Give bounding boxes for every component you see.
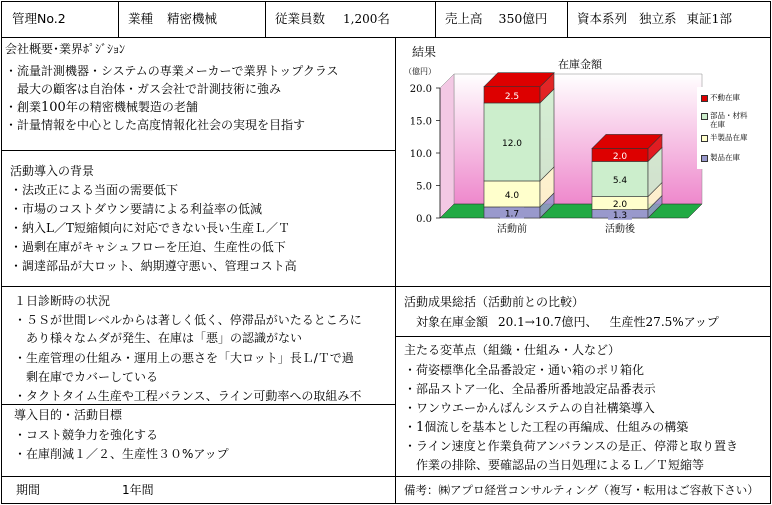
legend-label-3: 半製品在庫 xyxy=(710,133,748,142)
legend-swatch-2 xyxy=(701,113,708,120)
objective-item-2: ・在庫削減１／２、生産性３０%アップ xyxy=(14,447,229,461)
overview-item-3-a: ・創業 xyxy=(5,100,42,114)
capital-value-section: 部 xyxy=(719,11,733,26)
data-label: 5.4 xyxy=(612,176,628,186)
background-item-4: ・過剰在庫がキャシュフローを圧迫、生産性の低下 xyxy=(10,240,286,254)
header-sep-2 xyxy=(265,1,266,37)
changes-item-4-num: 1 xyxy=(416,420,425,435)
management-no-value: 2 xyxy=(57,11,66,26)
background-item-3-a: ・納入 xyxy=(10,221,47,235)
capital-value-type: 独立系 xyxy=(639,11,677,26)
capital xyxy=(577,0,732,37)
y-tick-label: 0.0 xyxy=(416,214,432,225)
background-item-3-b: 短縮傾向に対応できない長い生産Ｌ／Ｔ xyxy=(74,221,291,235)
chart-floor xyxy=(440,204,702,218)
overview-item-2: 最大の顧客は自治体・ガス会社で計測技術に強み xyxy=(5,82,282,96)
sales-label: 売上高 xyxy=(445,11,483,26)
employees-value: 1,200 xyxy=(343,12,378,26)
divider-row-2 xyxy=(1,286,771,287)
diagnosis-item-5: ・タクトタイム生産や工程バランス、ライン可動率への取組み不 xyxy=(14,389,362,403)
overview-item-1: ・流量計測機器・システムの専業メーカーで業界トップクラス xyxy=(5,64,339,78)
sales-value: 350 xyxy=(498,11,523,26)
background-item-1: ・法改正による当面の需要低下 xyxy=(10,183,179,197)
data-label: 12.0 xyxy=(501,138,523,149)
remarks xyxy=(404,481,759,499)
header-sep-1 xyxy=(118,1,119,37)
summary-e: 27.5% xyxy=(645,315,684,329)
diagnosis-item-1: ・５Ｓが世間レベルからは著しく低く、停滞品がいたるところに xyxy=(14,313,362,327)
industry-label: 業種 xyxy=(128,11,154,26)
industry xyxy=(128,0,217,37)
legend-swatch-3 xyxy=(701,135,708,142)
background-item-2: ・市場のコストダウン要請による利益率の低減 xyxy=(10,202,263,216)
changes-item-6: 作業の排除、要確認品の当日処理によるＬ／Ｔ短縮等 xyxy=(404,458,705,472)
background-item-3-lt: L／T xyxy=(46,221,74,235)
remarks-label: 備考： xyxy=(404,483,439,497)
overview-title: 会社概要･業界ﾎﾟｼﾞｼｮﾝ xyxy=(5,42,126,56)
data-label: 1.7 xyxy=(504,209,520,220)
changes-item-5: ・ライン速度と作業負荷アンバランスの是正、停滞と取り置き xyxy=(404,439,738,453)
y-tick-label: 15.0 xyxy=(409,116,432,128)
summary-line xyxy=(416,313,719,331)
legend-label-4: 製品在庫 xyxy=(710,153,740,162)
data-label: 1.3 xyxy=(612,210,628,221)
summary-c: 億円、 xyxy=(561,315,598,329)
industry-value: 精密機械 xyxy=(167,11,218,26)
x-tick-label: 活動後 xyxy=(605,224,635,235)
changes-item-3: ・ワンウエーかんばんシステムの自社構築導入 xyxy=(404,401,655,415)
sales-unit: 億円 xyxy=(522,11,548,26)
legend-swatch-4 xyxy=(701,155,708,162)
header-sep-4 xyxy=(567,1,568,37)
background-item-5: ・調達部品が大ロット、納期遵守悪い、管理コスト高 xyxy=(10,259,297,273)
changes-item-4-a: ・ xyxy=(404,420,417,434)
overview-item-4: ・計量情報を中心とした高度情報化社会の実現を目指す xyxy=(5,118,306,132)
data-label: 2.0 xyxy=(612,151,628,162)
diagnosis-item-2: あり様々なムダが発生、在庫は「悪」の認識がない xyxy=(14,331,303,345)
changes-title: 主たる変革点（組織・仕組み・人など） xyxy=(404,343,621,357)
sales xyxy=(445,0,547,37)
employees-unit: 名 xyxy=(377,11,390,26)
x-tick-label: 活動前 xyxy=(497,224,527,235)
capital-label: 資本系列 xyxy=(577,11,628,26)
data-label: 4.0 xyxy=(504,190,520,201)
y-tick-label: 5.0 xyxy=(416,181,432,193)
capital-value-section-no: 1 xyxy=(711,11,720,26)
management-no-label: 管理No. xyxy=(12,11,58,26)
remarks-value: ㈱アプロ経営コンサルティング（複写・転用はご容赦下さい） xyxy=(438,483,759,497)
changes-item-2: ・部品ストア一化、全品番所番地設定品番表示 xyxy=(404,382,656,396)
management-no xyxy=(12,0,66,37)
changes-item-4 xyxy=(404,418,688,437)
header-sep-3 xyxy=(435,1,436,37)
changes-item-1: ・荷姿標準化全品番設定・通い箱のポリ箱化 xyxy=(404,363,645,377)
data-label: 2.5 xyxy=(504,91,520,102)
objective-item-1: ・コスト競争力を強化する xyxy=(14,428,159,442)
objective-title: 導入目的・活動目標 xyxy=(14,408,123,422)
chart-legend xyxy=(697,87,761,169)
background-item-3 xyxy=(10,219,290,237)
diagnosis-title: １日診断時の状況 xyxy=(14,294,111,308)
results-title: 結果 xyxy=(412,45,437,59)
footer-divider xyxy=(1,476,771,477)
legend-label-1: 不動在庫 xyxy=(710,93,740,102)
diagnosis-item-3: ・生産管理の仕組み・運用上の悪さを「大ロット」長Ｌ/Ｔで過 xyxy=(14,351,354,365)
background-title: 活動導入の背景 xyxy=(10,164,95,178)
bar-segment-side xyxy=(540,89,554,181)
period-label: 期間 xyxy=(16,483,41,497)
legend-label-2b: 在庫 xyxy=(710,120,725,129)
overview-item-3-num: 100 xyxy=(41,100,66,115)
y-tick-label: 10.0 xyxy=(409,149,432,160)
summary-a: 対象在庫金額 xyxy=(416,315,489,329)
summary-b: 20.1→10.7 xyxy=(498,315,562,329)
left-divider-1 xyxy=(1,150,395,151)
employees-label: 従業員数 xyxy=(275,11,326,26)
summary-d: 生産性 xyxy=(609,315,646,329)
y-tick-label: 20.0 xyxy=(409,84,432,95)
chart-side-wall xyxy=(440,74,454,218)
header-divider xyxy=(1,37,771,38)
summary-f: アップ xyxy=(683,315,719,329)
diagnosis-item-4: 剰在庫でカバーしている xyxy=(14,370,159,384)
overview-item-3-b: 年の精密機械製造の老舗 xyxy=(65,100,198,114)
overview-item-3 xyxy=(5,98,198,117)
capital-value-exchange: 東証 xyxy=(686,11,712,26)
right-divider-summary xyxy=(395,336,771,337)
y-unit-label: （億円） xyxy=(404,67,436,76)
summary-title: 活動成果総括（活動前との比較） xyxy=(404,295,585,309)
data-label: 2.0 xyxy=(612,200,628,211)
legend-label-2: 部品・材料 xyxy=(710,111,748,120)
chart-title: 在庫金額 xyxy=(558,58,602,71)
legend-swatch-1 xyxy=(701,95,708,102)
employees xyxy=(275,0,390,37)
changes-item-4-b: 個流しを基本とした工程の再編成、仕組みの構築 xyxy=(424,420,689,434)
period-value: 1年間 xyxy=(122,483,154,497)
